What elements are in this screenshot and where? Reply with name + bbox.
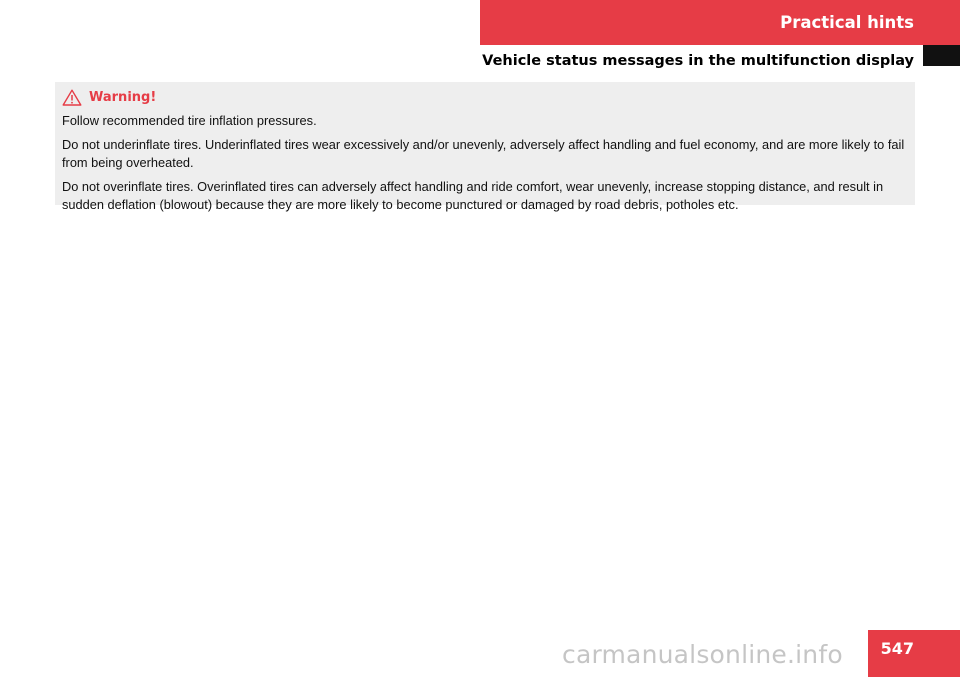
- warning-title: Warning!: [89, 89, 157, 105]
- section-marker: [923, 45, 960, 66]
- page-subtitle: Vehicle status messages in the multifunction display: [482, 53, 914, 69]
- section-title: Practical hints: [780, 13, 914, 32]
- page-number: 547: [880, 639, 914, 658]
- warning-box: [55, 82, 915, 212]
- section-tab: [480, 0, 960, 45]
- warning-triangle-icon: [62, 89, 82, 106]
- warning-header: [62, 88, 909, 106]
- warning-paragraph: Do not overinflate tires. Overinflated tires can adversely affect handling and ride comfort, wear unevenly, increase stopping distance, and result in sudden deflation (blowout) because they are more likely to become punctured or damaged by road debris, potholes etc.: [62, 179, 884, 212]
- page-number-tab: [868, 630, 960, 677]
- warning-paragraph: Do not underinflate tires. Underinflated tires wear excessively and/or unevenly, adversely affect handling and fuel economy, and are more likely to fail from being overheated.: [62, 137, 905, 170]
- warning-paragraph: Follow recommended tire inflation pressures.: [62, 113, 317, 128]
- watermark: carmanualsonline.info: [562, 640, 843, 669]
